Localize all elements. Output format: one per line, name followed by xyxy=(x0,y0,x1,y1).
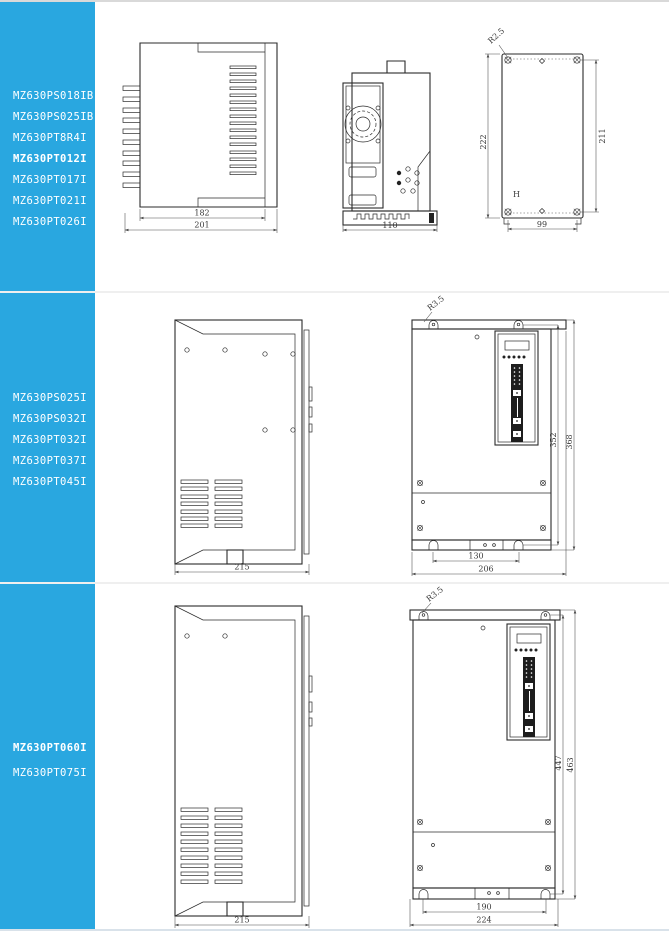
cover-screws xyxy=(185,634,227,638)
chamfer-line xyxy=(418,151,430,211)
fan-housing xyxy=(343,83,383,208)
heatsink-fins xyxy=(123,86,140,188)
dim-width-overall: 206 xyxy=(478,564,494,574)
vent-grid xyxy=(181,808,242,883)
top-border-line xyxy=(0,0,669,2)
bottom-tab xyxy=(227,902,243,916)
display xyxy=(517,634,541,643)
fin-teeth xyxy=(353,214,409,219)
model-label: MZ630PT045I xyxy=(13,476,87,488)
dim-height-mount: 352 xyxy=(549,432,558,448)
model-sidebar xyxy=(0,2,95,929)
dim-width-mount: 130 xyxy=(468,551,484,561)
mount-rail xyxy=(304,330,309,554)
dim-width-mount: 99 xyxy=(536,220,548,229)
corner-radius-label: R2.5 xyxy=(486,26,507,46)
keypad-panel xyxy=(507,624,550,740)
model-label-highlight: MZ630PT012I xyxy=(13,153,87,165)
dim-depth: 110 xyxy=(382,221,398,230)
model-label: MZ630PT8R4I xyxy=(13,132,87,144)
row3-front-view-drawing xyxy=(403,584,586,933)
dim-height-mount: 447 xyxy=(554,755,563,771)
label-plate xyxy=(349,195,376,205)
row3-side-view-drawing xyxy=(163,598,315,932)
top-mount-bracket xyxy=(410,610,560,620)
terminal-bumps xyxy=(309,387,312,432)
cooling-fan-icon xyxy=(345,106,381,143)
model-label: MZ630PT026I xyxy=(13,216,87,228)
vent-grid xyxy=(181,480,242,527)
row2-front-view-drawing xyxy=(406,293,586,585)
label-plate xyxy=(349,167,376,177)
vent-slots xyxy=(230,66,256,175)
model-label: MZ630PT017I xyxy=(13,174,87,186)
back-plate xyxy=(175,606,302,916)
row2-side-view-drawing xyxy=(163,312,315,578)
bottom-mount-bracket xyxy=(413,888,555,899)
cover-screws xyxy=(418,481,546,531)
dim-width-overall: 201 xyxy=(194,220,210,230)
top-tab xyxy=(387,61,405,73)
model-label: MZ630PS025IB xyxy=(13,111,94,123)
dim-width-overall: 224 xyxy=(476,915,492,925)
mount-rail xyxy=(304,616,309,906)
row1-side-view-drawing xyxy=(337,55,455,233)
model-label: MZ630PT037I xyxy=(13,455,87,467)
dim-height-mount: 211 xyxy=(598,128,607,144)
model-label-highlight: MZ630PT060I xyxy=(13,742,87,754)
dim-height-overall: 368 xyxy=(565,434,574,450)
dim-depth: 215 xyxy=(234,915,250,925)
row1-back-view-drawing xyxy=(475,28,613,240)
section-divider xyxy=(0,291,669,293)
model-label: MZ630PS032I xyxy=(13,413,87,425)
dim-height-overall: 463 xyxy=(566,757,575,773)
terminal-holes xyxy=(397,167,419,193)
top-mount-hooks xyxy=(419,612,550,621)
model-label: MZ630PT021I xyxy=(13,195,87,207)
housing-outline xyxy=(140,43,277,207)
front-cover-outline xyxy=(175,606,295,916)
end-block xyxy=(429,213,434,223)
connector-strip xyxy=(523,657,535,737)
model-label: MZ630PT075I xyxy=(13,767,87,779)
corner-radius-label: R3.5 xyxy=(425,293,447,313)
enclosure-front xyxy=(412,329,551,540)
corner-radius-label: R3.5 xyxy=(424,584,446,604)
bottom-mount-hooks xyxy=(429,541,523,551)
dim-width-mount: 190 xyxy=(476,902,492,912)
model-label: MZ630PT032I xyxy=(13,434,87,446)
front-screw xyxy=(481,626,485,630)
model-label: MZ630PS018IB xyxy=(13,90,94,102)
keypad-panel xyxy=(495,331,538,445)
marking-h: H xyxy=(513,190,520,199)
dim-width-inner: 182 xyxy=(194,208,210,218)
keypad-buttons xyxy=(515,649,538,652)
front-screw xyxy=(475,335,479,339)
dim-height-overall: 222 xyxy=(479,134,488,150)
terminal-bumps xyxy=(309,676,312,726)
dim-depth: 215 xyxy=(234,562,250,572)
keypad-buttons xyxy=(503,356,526,359)
housing-steps xyxy=(198,43,265,207)
bottom-mount-hooks xyxy=(419,890,550,900)
model-label: MZ630PS025I xyxy=(13,392,87,404)
cover-screws xyxy=(185,348,295,432)
cover-screws xyxy=(418,820,551,871)
row1-top-view-drawing xyxy=(118,30,286,238)
connector-strip xyxy=(511,364,523,442)
display xyxy=(505,341,529,350)
top-mount-hooks xyxy=(429,321,523,330)
